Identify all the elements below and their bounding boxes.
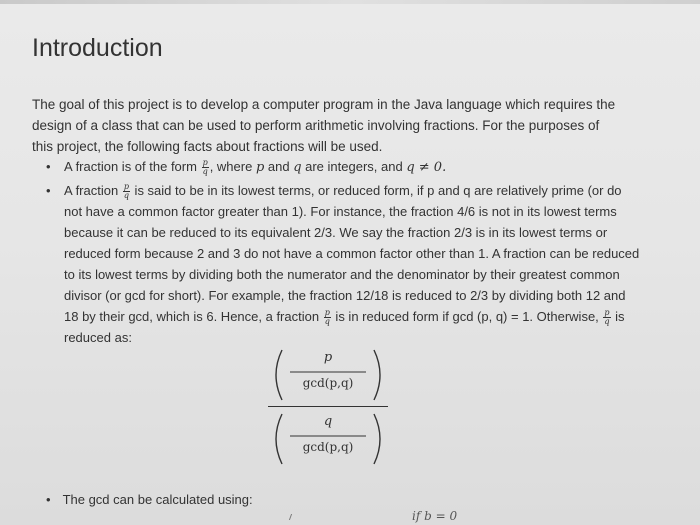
bullet-icon: •	[46, 183, 51, 198]
fraction-p-over-q: $\frac{p}{q}$	[324, 308, 330, 327]
formula-bottom-denominator: gcd(p,q)	[302, 440, 354, 454]
fraction-p-over-q: $\frac{p}{q}$	[604, 308, 610, 327]
denominator-group	[268, 412, 388, 466]
fact1-text-start: A fraction is of the form	[64, 159, 201, 174]
formula-top-denominator: gcd(p,q)	[302, 376, 354, 390]
fact1-and: and	[264, 159, 294, 174]
fact1-text-where: , where	[209, 159, 256, 174]
q-not-zero: q ≠ 0.	[406, 160, 447, 175]
list-item	[42, 180, 642, 348]
fraction-p-over-q: $\frac{p}{q}$	[123, 182, 129, 201]
list-item	[42, 156, 642, 178]
var-p: p	[255, 160, 265, 175]
formula-bottom-numerator: q	[323, 414, 333, 429]
bullet-icon: •	[46, 159, 51, 174]
gcd-bullet-text: The gcd can be calculated using:	[62, 492, 253, 507]
fact2-end: is reduced as:	[64, 309, 625, 345]
page-title: Introduction	[32, 34, 163, 62]
fact2-text-start: A fraction	[64, 183, 122, 198]
bullet-icon: •	[46, 492, 51, 507]
numerator-group	[268, 348, 388, 402]
fact2-body: is said to be in its lowest terms, or reduced form, if p and q are relatively prime (or do not have a common factor greater than 1). For instance, the fraction 4/6 is not in its lowest terms because it can be reduced to its equivalent 2/3. We say the fraction 2/3 is in its lowest terms or reduced form because 2 and 3 do not have a common factor other than 1. A fraction can be reduced to its lowest terms by dividing both the numerator and the denominator by their greatest common divisor (or gcd for short). For example, the fraction 12/18 is reduced to 2/3 by dividing both 12 and 18 by their gcd, which is 6. Hence, a fraction	[64, 183, 640, 324]
fraction-p-over-q: $\frac{p}{q}$	[202, 158, 208, 177]
fact1-are-integers: are integers, and	[301, 159, 407, 174]
reduced-form-formula	[268, 342, 388, 472]
cutoff-condition: if b = 0	[412, 509, 458, 523]
facts-list	[42, 156, 642, 350]
top-edge	[0, 0, 700, 4]
fact2-middle: is in reduced form if gcd (p, q) = 1. Otherwise,	[331, 309, 603, 324]
intro-paragraph: The goal of this project is to develop a computer program in the Java language which requires the design of a class that can be used to perform arithmetic involving fractions. For the purposes of this project, the following facts about fractions will be used.	[32, 96, 616, 154]
var-q: q	[293, 160, 302, 175]
formula-top-numerator: p	[323, 350, 333, 365]
fraction-bar	[268, 406, 388, 407]
list-item	[46, 492, 253, 507]
